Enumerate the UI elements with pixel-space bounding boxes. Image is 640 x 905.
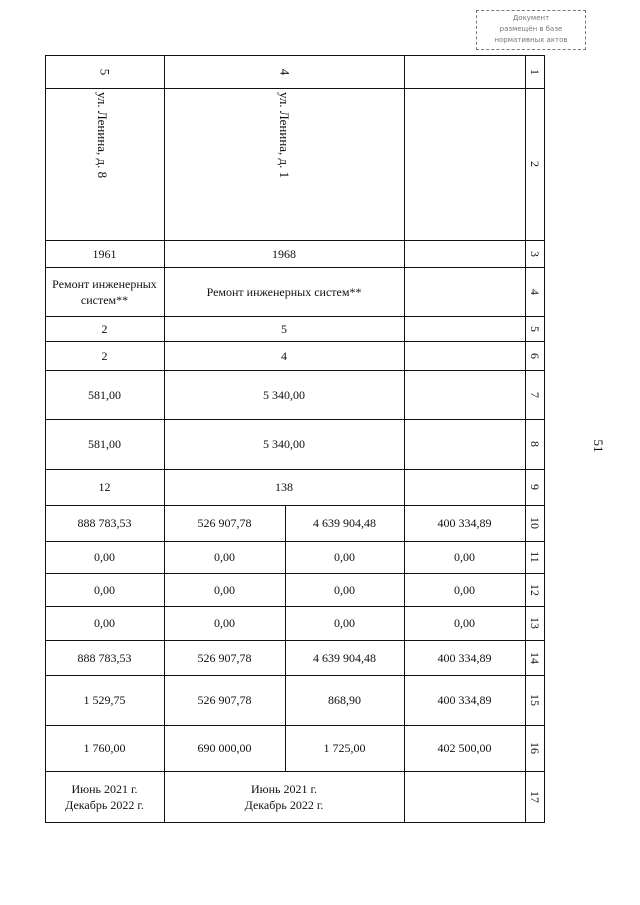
cell-col1: 2 [101, 348, 108, 363]
cell-col2: 0,00 [214, 550, 235, 564]
row-number-label: 12 [527, 583, 542, 596]
row-number-label: 15 [527, 694, 542, 706]
cell-col2-merged: Июнь 2021 г. Декабрь 2022 г. [244, 781, 324, 812]
row-number [525, 606, 544, 640]
cell-col2-merged: Ремонт инженерных систем** [206, 284, 362, 299]
cell-col2-merged: 4 [281, 348, 287, 363]
row-number [525, 88, 544, 240]
row-number [525, 341, 544, 370]
cell-col4: 400 334,89 [437, 693, 492, 707]
row-number [525, 469, 544, 505]
header-label: 4 [277, 68, 292, 75]
row-number-label: 5 [527, 325, 542, 332]
cell-col1: 0,00 [94, 582, 115, 597]
cell-col2-merged: 5 340,00 [263, 437, 305, 451]
cell-col1: 0,00 [94, 550, 115, 564]
stamp-line: Документ [512, 14, 550, 22]
row-number [525, 267, 544, 316]
row-number [525, 240, 544, 267]
cell-col4: 402 500,00 [437, 741, 492, 755]
row-number-label: 16 [527, 742, 542, 754]
row-number-label: 3 [527, 250, 542, 257]
row-number [525, 675, 544, 725]
cell-col2-merged: 1968 [272, 246, 296, 261]
row-number-label: 2 [527, 161, 542, 167]
cell-col1: Июнь 2021 г. Декабрь 2022 г. [65, 781, 144, 812]
header-cell-col4 [164, 55, 404, 88]
row-number [525, 419, 544, 469]
address-col4: ул. Ленина, д. 1 [277, 92, 292, 179]
cell-col1: 0,00 [94, 616, 115, 630]
cell-col1: 888 783,53 [77, 516, 132, 530]
cell-col2: 0,00 [214, 616, 235, 630]
cell-col1: Ремонт инженерных систем** [52, 276, 157, 307]
cell-col4: 400 334,89 [437, 516, 492, 530]
cell-col1: 1 529,75 [83, 693, 126, 707]
cell-col3: 0,00 [334, 550, 355, 564]
cell-col2: 526 907,78 [197, 650, 252, 665]
cell-col2-merged: 138 [275, 480, 293, 494]
cell-col1: 1 760,00 [83, 741, 126, 755]
row-number [525, 316, 544, 341]
header-label: 5 [97, 68, 113, 75]
row-number-label: 17 [527, 790, 542, 803]
registration-stamp [476, 10, 586, 50]
row-number [525, 771, 544, 822]
row-number-label: 8 [527, 441, 542, 447]
header-cell-col5 [45, 55, 164, 88]
row-number [525, 725, 544, 771]
row-number [525, 541, 544, 573]
cell-col1: 581,00 [88, 437, 121, 451]
table-rule [544, 55, 545, 823]
cell-col2-merged: 5 [281, 321, 287, 336]
cell-col2-merged: 5 340,00 [263, 387, 305, 402]
cell-col4: 0,00 [454, 550, 475, 564]
row-number-label: 4 [527, 288, 542, 295]
cell-col3: 0,00 [334, 616, 355, 630]
cell-col2: 690 000,00 [197, 741, 252, 755]
row-number-label: 9 [527, 484, 542, 490]
cell-col1: 888 783,53 [77, 650, 132, 665]
row-number-label: 14 [527, 651, 542, 664]
table-rule [45, 822, 544, 823]
cell-col3: 1 725,00 [323, 741, 366, 755]
cell-col1: 581,00 [88, 387, 121, 402]
row-number [525, 640, 544, 675]
cell-col4: 0,00 [454, 582, 475, 597]
row-number [525, 505, 544, 541]
row-number-label: 10 [527, 517, 542, 529]
page-number: 51 [591, 439, 606, 453]
row-number [525, 55, 544, 88]
cell-col1: 12 [98, 480, 111, 494]
cell-col2: 526 907,78 [197, 693, 252, 707]
stamp-line: нормативных актов [494, 36, 568, 44]
row-number-label: 1 [527, 68, 542, 75]
stamp-line: размещён в базе [499, 25, 563, 33]
row-number [525, 573, 544, 606]
address-col5: ул. Ленина, д. 8 [95, 92, 110, 179]
cell-col4: 0,00 [454, 616, 475, 630]
table-rule [45, 88, 544, 89]
cell-col1: 1961 [92, 246, 117, 261]
row-number-label: 11 [527, 551, 542, 563]
row-number-label: 13 [527, 617, 542, 629]
cell-col2: 0,00 [214, 582, 235, 597]
cell-col3: 868,90 [328, 693, 361, 707]
cell-col3: 4 639 904,48 [313, 516, 376, 530]
cell-col1: 2 [101, 321, 108, 336]
row-number-label: 7 [527, 391, 542, 398]
row-number-label: 6 [527, 352, 542, 359]
cell-col3: 0,00 [334, 582, 355, 597]
cell-col2: 526 907,78 [197, 516, 252, 530]
cell-col3: 4 639 904,48 [313, 650, 376, 665]
row-number [525, 370, 544, 419]
cell-col4: 400 334,89 [437, 650, 492, 665]
